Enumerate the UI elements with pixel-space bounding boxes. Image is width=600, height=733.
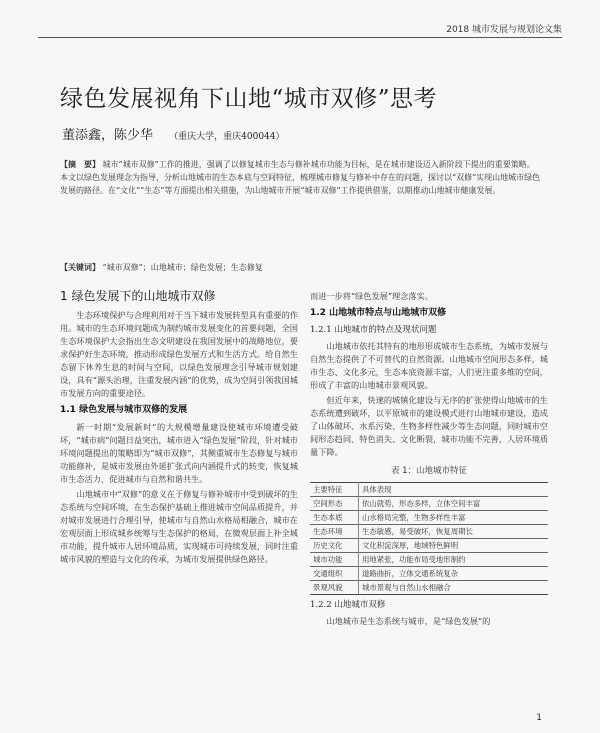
- left-column: [60, 290, 298, 568]
- paragraph: 但近年来，快速的城镇化建设与无序的扩张使得山地城市的生态系统遭到破坏，以平原城市的建设模式进行山地城市建设，造成了山体破坏、水系污染、生物多样性减少等生态问题，同时城市空间形态趋同、特色消失、文化断裂，城市功能不完善，人居环境质量下降。: [310, 395, 548, 457]
- paper-title: 绿色发展视角下山地“城市双修”思考: [60, 86, 438, 112]
- paragraph: 新一时期“发展新时”的大规模增量建设使城市环境遭受破坏，“城市病”问题日益突出，城市进入“绿色发展”阶段，针对城市环境问题提出的策略即为“城市双修”，其侧重城市生态修复与城市功能修补，是城市发展由外延扩张式向内涵提升式的转变，恢复城市生态活力，促进城市与自然和谐共生。: [60, 422, 298, 484]
- table-row: [310, 511, 548, 525]
- right-column: [310, 290, 548, 630]
- table-cell-value: 依山就势，形态多样，立体空间丰富: [359, 497, 549, 511]
- table-row: [310, 581, 548, 595]
- table-row: [310, 553, 548, 567]
- subsubsection-heading-1-2-2: 1.2.2 山地城市双修: [310, 600, 386, 610]
- subsubsection-heading-1-2-1: 1.2.1 山地城市的特点及现状问题: [310, 325, 437, 335]
- section-heading-1: 1 绿色发展下的山地城市双修: [60, 289, 216, 303]
- paragraph: 山地城市依托其特有的地形形成城市生态系统，为城市发展与自然生态提供了不可替代的自然资源。山地城市空间形态多样，城市生态、文化多元，生态本底资源丰富，人们更注重多维的空间，形成了丰富的山地城市景观风貌。: [310, 341, 548, 390]
- table-cell-value: 具体表现: [359, 483, 549, 497]
- table-title: 表 1：山地城市特征: [390, 466, 468, 476]
- table-cell-value: 用地紧张，功能布局受地形制约: [359, 553, 549, 567]
- abstract: [60, 158, 542, 197]
- table-cell-key: 历史文化: [310, 539, 359, 553]
- paragraph: 山地城市是生态系统与城市，是“绿色发展”的: [326, 616, 491, 626]
- header-rule: [38, 37, 562, 38]
- abstract-text: 城市“城市双修”工作的推进，强调了以修复城市生态与修补城市功能为目标，是在城市建设迈入新阶段下提出的重要策略。本文以绿色发展理念为指导，分析山地城市的生态本底与空间特征，梳理城市修复与修补中存在的问题，探讨以“双修”实现山地城市绿色发展的路径。在“文化”“生态”等方面提出相关措施，为山地城市开展“城市双修”工作提供借鉴，以期推动山地城市健康发展。: [60, 160, 541, 195]
- table-cell-value: 生态敏感，易受破坏，恢复周期长: [359, 525, 549, 539]
- header-text: 2018 城市发展与规划论文集: [446, 25, 562, 35]
- table-row: [310, 539, 548, 553]
- keywords-label: 【关键词】: [60, 262, 100, 272]
- table-cell-value: 道路曲折，立体交通系统复杂: [359, 567, 549, 581]
- table-cell-key: 空间形态: [310, 497, 359, 511]
- page-number: 1: [536, 713, 542, 723]
- subsection-heading-1-2: 1.2 山地城市特点与山地城市双修: [310, 308, 447, 318]
- table-row: [310, 483, 548, 497]
- table-cell-key: 城市功能: [310, 553, 359, 567]
- table-row: [310, 567, 548, 581]
- table-cell-key: 生态环境: [310, 525, 359, 539]
- table-cell-value: 山水格局完整，生物多样性丰富: [359, 511, 549, 525]
- paragraph: 山地城市中“双修”的意义在于修复与修补城市中受到破坏的生态系统与空间环境，在生态保护基础上推进城市空间品质提升，并对城市发展进行合理引导，使城市与自然山水格局相融合，城市在宏观层面上形成城乡统筹与生态保护的格局，在微观层面上补全城市功能，提升城市人居环境品质，实现城市可持续发展，同时注重城市风貌的塑造与文化的传承，为城市发展提供绿色路径。: [60, 489, 298, 564]
- table-cell-value: 城市景观与自然山水相融合: [359, 581, 549, 595]
- table-cell-value: 文化积淀深厚，地域特色鲜明: [359, 539, 549, 553]
- author-affiliation: （重庆大学，重庆400044）: [169, 132, 285, 142]
- table-row: [310, 525, 548, 539]
- page-header: [0, 0, 600, 36]
- paragraph: 而进一步将“绿色发展”理念落实。: [310, 291, 433, 301]
- table-cell-key: 主要特征: [310, 483, 359, 497]
- keywords: [60, 262, 542, 273]
- table-cell-key: 景观风貌: [310, 581, 359, 595]
- abstract-label: 【摘 要】: [60, 159, 100, 169]
- keywords-text: “城市双修”；山地城市；绿色发展；生态修复: [102, 263, 263, 272]
- features-table: [310, 482, 548, 595]
- table-row: [310, 497, 548, 511]
- table-cell-key: 生态本底: [310, 511, 359, 525]
- authors-line: [62, 124, 285, 143]
- author-names: 董添鑫，陈少华: [62, 128, 154, 143]
- table-cell-key: 交通组织: [310, 567, 359, 581]
- paragraph: 生态环境保护与合理利用对于当下城市发展转型具有重要的作用。城市的生态环境问题成为制约城市发展变化的首要问题，全国生态环境保护大会指出生态文明建设在我国发展中的战略地位，要求保护好生态环境，推动形成绿色发展方式和生活方式。给自然生态留下休养生息的时间与空间，以绿色发展理念引导城市规划建设，具有“源头治理，注重发展内涵”的优势，成为空间引领我国城市发展方向的重要途径。: [60, 310, 298, 398]
- subsection-heading-1-1: 1.1 绿色发展与城市双修的发展: [60, 405, 188, 415]
